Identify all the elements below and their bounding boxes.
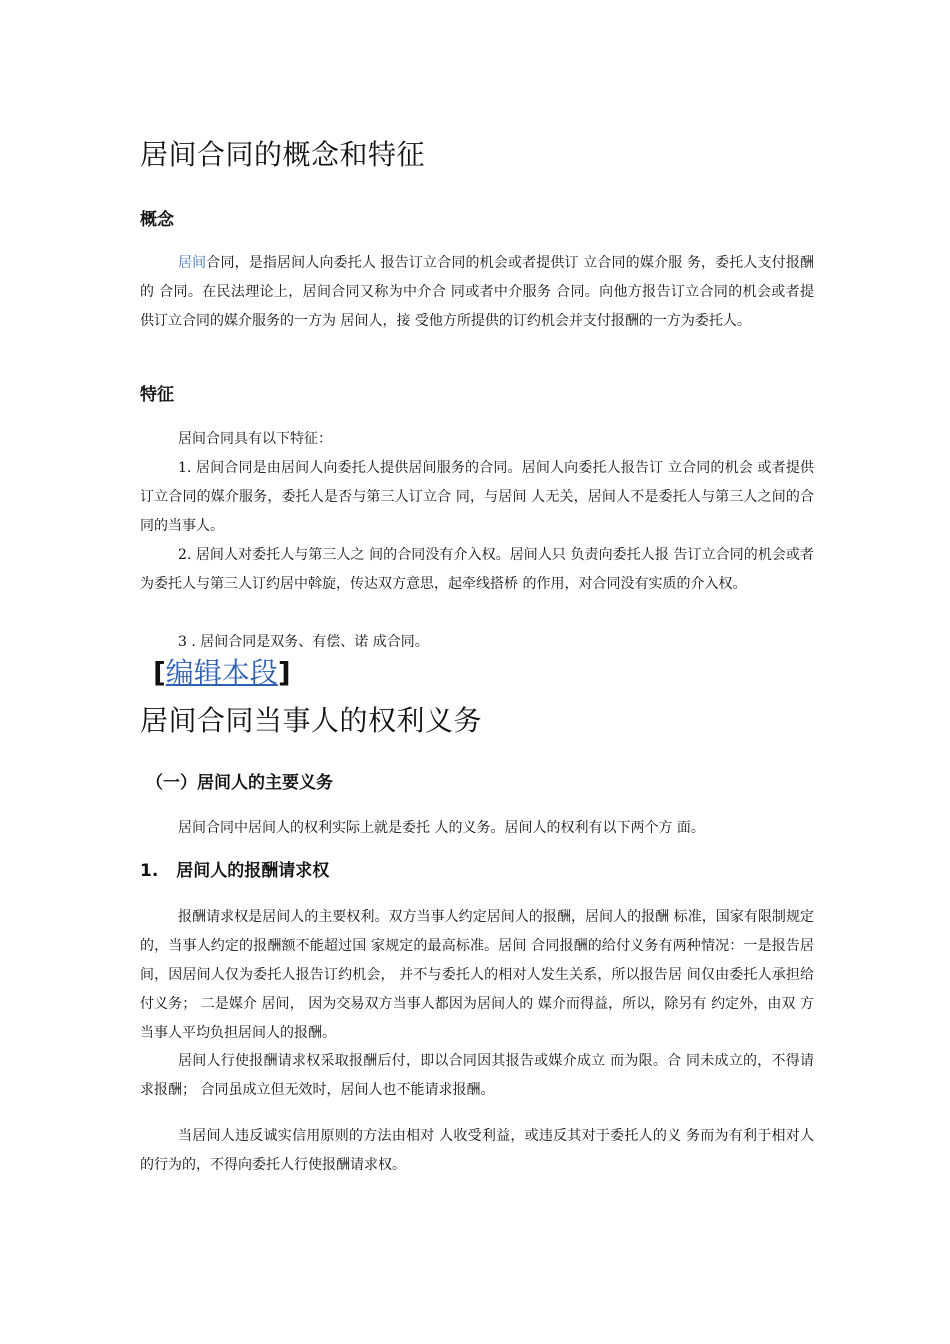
features-intro: 居间合同具有以下特征：	[178, 431, 332, 447]
feature-item-2: 2. 居间人对委托人与第三人之 间的合同没有介入权。居间人只 负责向委托人报 告订立合同的机会或者为委托人与第三人订约居中斡旋，传达双方意思，起牵线搭桥 的作用，对合同没有实质的介入权。	[140, 547, 814, 592]
feature-item-3: 3 . 居间合同是双务、有偿、诺 成合同。	[178, 634, 429, 650]
heading-remuneration-claim	[140, 859, 329, 883]
concept-link[interactable]: 居间	[178, 255, 207, 271]
heading-concept: 概念	[140, 210, 174, 230]
concept-text: 合同，是指居间人向委托人 报告订立合同的机会或者提供订 立合同的媒介服 务，委托人支付报酬的 合同。在民法理论上，居间合同又称为中介合 同或者中介服务 合同。向他方报告订立合同的机会或者提 供订立合同的媒介服务的一方为 居间人，接 受他方所提供的订约机会并支付报酬的一方为委托人。	[140, 255, 814, 329]
edit-close-bracket: ]	[277, 656, 291, 689]
section-title-rights-duties: 居间合同当事人的权利义务	[140, 704, 483, 737]
item-heading-text: 居间人的报酬请求权	[176, 861, 330, 881]
remuneration-paragraph-1: 报酬请求权是居间人的主要权利。双方当事人约定居间人的报酬，居间人的报酬 标准，国家有限制规定 的，当事人约定的报酬额不能超过国 家规定的最高标准。居间 合同报酬的给付义务有两种情况：一是报告居间，因居间人仅为委托人报告订约机会， 并不与委托人的相对人发生关系，所以报告居 间仅由委托人承担给付义务； 二是媒介 居间， 因为交易双方当事人都因为居间人的 媒介而得益，所以，除另有 约定外，由双 方当事人平均负担居间人的报酬。	[140, 909, 814, 1041]
section-title-concept-features: 居间合同的概念和特征	[140, 138, 426, 171]
heading-features: 特征	[140, 385, 174, 405]
edit-section-control	[153, 655, 291, 691]
edit-open-bracket: [	[153, 656, 166, 689]
concept-paragraph	[140, 249, 814, 336]
remuneration-paragraph-2: 居间人行使报酬请求权采取报酬后付，即以合同因其报告或媒介成立 而为限。合 同未成立的，不得请求报酬； 合同虽成立但无效时，居间人也不能请求报酬。	[140, 1053, 814, 1098]
edit-section-link[interactable]: 编辑本段	[165, 656, 278, 689]
heading-intermediary-duties: （一）居间人的主要义务	[146, 773, 333, 793]
feature-item-1: 1. 居间合同是由居间人向委托人提供居间服务的合同。居间人向委托人报告订 立合同的机会 或者提供订立合同的媒介服务，委托人是否与第三人订立合 同，与居间 人无关，居间人不是委托人与第三人之间的合同的当事人。	[140, 460, 814, 534]
rights-intro-paragraph: 居间合同中居间人的权利实际上就是委托 人的义务。居间人的权利有以下两个方 面。	[178, 820, 705, 836]
item-number: 1.	[140, 861, 159, 881]
remuneration-paragraph-3: 当居间人违反诚实信用原则的方法由相对 人收受利益，或违反其对于委托人的义 务而为有利于相对人的行为的，不得向委托人行使报酬请求权。	[140, 1128, 814, 1173]
